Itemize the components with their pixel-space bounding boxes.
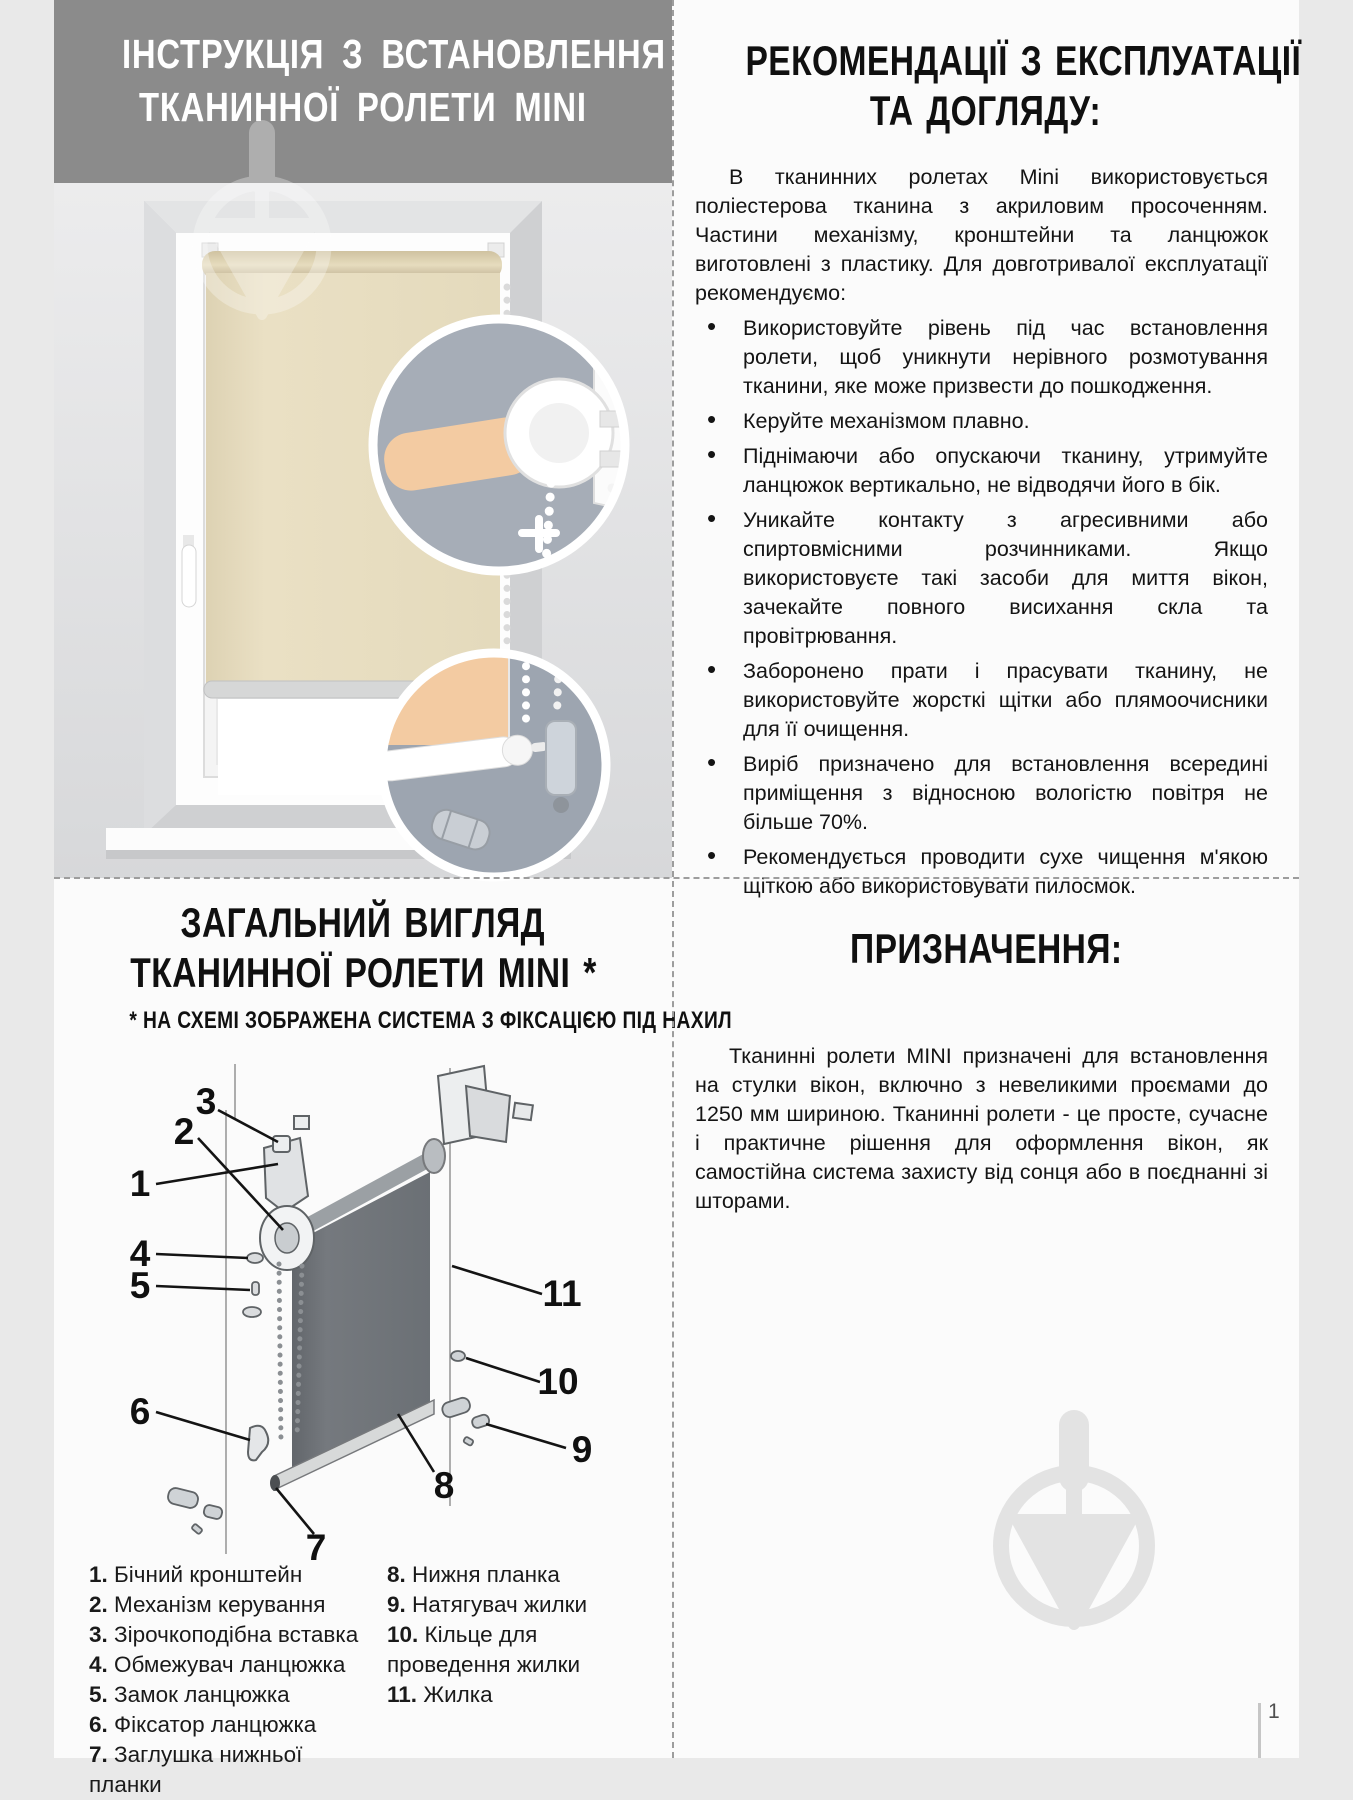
- care-bullet: • Заборонено прати і прасувати тканину, не використовуйте жорсткі щітки або плямоочисники для її очищення.: [743, 657, 1268, 744]
- part-item: 1. Бічний кронштейн: [89, 1562, 303, 1587]
- callout-2: 2: [173, 1111, 195, 1152]
- install-title-banner: [54, 0, 672, 183]
- fastener-parts-left: [167, 1487, 224, 1535]
- purpose-section-heading: ПРИЗНАЧЕННЯ:: [849, 925, 1123, 972]
- part-item: 4. Обмежувач ланцюжка: [89, 1652, 346, 1677]
- part-item: 3. Зірочкоподібна вставка: [89, 1622, 359, 1647]
- wire-parts-right: [441, 1351, 491, 1446]
- chain-parts: [243, 1253, 263, 1317]
- care-bullet: • Уникайте контакту з агресивними або спиртовмісними розчинниками. Якщо використовуєте такі засоби для миття вікон, зачекайте повного висихання скла та провітрювання.: [743, 506, 1268, 651]
- callout-4: 4: [129, 1233, 151, 1274]
- overview-section-heading: ЗАГАЛЬНИЙ ВИГЛЯД ТКАНИННОЇ РОЛЕТИ MINI * * НА СХЕМІ ЗОБРАЖЕНА СИСТЕМА З ФІКСАЦІЄЮ ПІД НАХИЛ: [54, 898, 672, 1036]
- part-item: 9. Натягувач жилки: [387, 1592, 588, 1617]
- part-item: 8. Нижня планка: [387, 1562, 560, 1587]
- parts-list-right: [387, 1560, 649, 1710]
- care-bullet: • Виріб призначено для встановлення всередині приміщення з відносною вологістю повітря не більше 70%.: [743, 750, 1268, 837]
- brand-watermark-icon: [969, 1408, 1179, 1643]
- care-section-body: [695, 163, 1268, 907]
- part-item: 11. Жилка: [387, 1682, 493, 1707]
- vertical-divider: [672, 0, 674, 1758]
- right-bracket: [438, 1066, 533, 1144]
- bar-end-cap: [270, 1475, 280, 1491]
- callout-5: 5: [129, 1265, 151, 1306]
- install-title-line2: ТКАНИННОЇ РОЛЕТИ MINI: [139, 84, 587, 130]
- page-number: 1: [1268, 1700, 1280, 1723]
- purpose-section-body: [695, 1042, 1268, 1218]
- overview-subtitle: * НА СХЕМІ ЗОБРАЖЕНА СИСТЕМА З ФІКСАЦІЄЮ ПІД НАХИЛ: [129, 1007, 733, 1034]
- tensioner-inset: [375, 653, 606, 877]
- star-insert: [273, 1136, 290, 1152]
- wire-tensioner: [546, 721, 576, 795]
- window-handle: [182, 545, 196, 607]
- callout-8: 8: [433, 1465, 455, 1506]
- callout-6: 6: [129, 1391, 151, 1432]
- care-section-heading: РЕКОМЕНДАЦІЇ З ЕКСПЛУАТАЦІЇ ТА ДОГЛЯДУ:: [745, 37, 1302, 134]
- callout-10: 10: [537, 1361, 579, 1402]
- callout-7: 7: [305, 1527, 327, 1568]
- instruction-page: [54, 0, 1302, 1797]
- chain-fixator: [248, 1426, 268, 1461]
- callout-9: 9: [571, 1429, 593, 1470]
- part-item: 2. Механізм керування: [89, 1592, 326, 1617]
- care-bullet-list: [695, 314, 1268, 901]
- part-item: 7. Заглушка нижньої планки: [89, 1742, 303, 1797]
- callout-1: 1: [129, 1163, 151, 1204]
- roller-blind-diagram: [68, 1048, 654, 1568]
- callout-11: 11: [542, 1273, 582, 1314]
- care-bullet: • Використовуйте рівень під час встановлення ролети, щоб уникнути нерівного розмотування тканини, яке може призвести до пошкодження.: [743, 314, 1268, 401]
- care-bullet: • Керуйте механізмом плавно.: [743, 407, 1268, 436]
- roller-blind-photo: [54, 183, 672, 878]
- parts-list-left: [89, 1560, 374, 1800]
- part-item: 5. Замок ланцюжка: [89, 1682, 290, 1707]
- part-item: 10. Кільце для проведення жилки: [387, 1622, 581, 1677]
- horizontal-divider: [54, 877, 1299, 879]
- page-number-rule: [1258, 1703, 1261, 1758]
- care-bullet: • Рекомендується проводити сухе чищення м'якою щіткою або використовувати пилосмок.: [743, 843, 1268, 901]
- part-item: 6. Фіксатор ланцюжка: [89, 1712, 317, 1737]
- care-intro: В тканинних ролетах Mini використовується поліестерова тканина з акриловим просоченням. Частини механізму, кронштейни та ланцюжок виготовлені з пластику. Для довготривалої експлуатації рекомендуємо:: [695, 165, 1268, 305]
- purpose-paragraph: Тканинні ролети MINI призначені для встановлення на стулки вікон, включно з невеликими проємами до 1250 мм шириною. Тканинні ролети - це просте, сучасне і практичне рішення для оформлення вікон, як самостійна система захисту від сонця або в поєднанні зі шторами.: [695, 1044, 1268, 1213]
- callout-3: 3: [195, 1081, 217, 1122]
- care-bullet: • Піднімаючи або опускаючи тканину, утримуйте ланцюжок вертикально, не відводячи його в бік.: [743, 442, 1268, 500]
- install-title-line1: ІНСТРУКЦІЯ З ВСТАНОВЛЕННЯ: [121, 31, 666, 77]
